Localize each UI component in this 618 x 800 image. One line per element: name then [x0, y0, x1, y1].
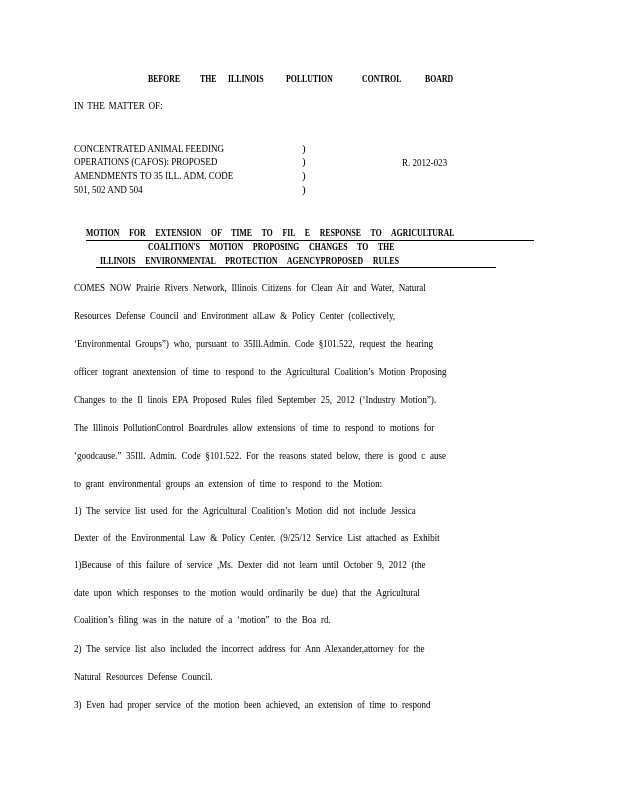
body-line-7: ‘goodcause.” 35Ill. Admin. Code §101.522. For the reasons stated below, there is good c ause [74, 450, 447, 462]
caption-line-4: 501, 502 AND 504 [74, 184, 143, 196]
header-word-illinois: ILLINOIS [228, 74, 264, 85]
case-number: R. 2012-023 [402, 157, 448, 169]
header-word-before: BEFORE [148, 74, 181, 85]
body-line-14: 2) The service list also included the incorrect address for Ann Alexander,attorney for the [74, 643, 425, 655]
header-word-pollution: POLLUTION [286, 74, 333, 85]
body-line-4: officer togrant anextension of time to respond to the Agricultural Coalition’s Motion Proposing [74, 366, 447, 378]
body-line-2: Resources Defense Council and Environment alLaw & Policy Center (collectively, [74, 310, 396, 322]
body-line-9: 1) The service list used for the Agricultural Coalition’s Motion did not include Jessica [74, 505, 416, 517]
body-line-12: date upon which responses to the motion would ordinarily be due) that the Agricultural [74, 587, 420, 599]
body-line-6: The Illinois PollutionControl Boardrules allow extensions of time to respond to motions for [74, 422, 435, 434]
caption-paren-2: ) [302, 156, 306, 168]
body-line-3: ‘Environmental Groups”) who, pursuant to 35Ill.Admin. Code §101.522, request the hearing [74, 338, 434, 350]
motion-title-line-1: MOTION FOR EXTENSION OF TIME TO FIL E RESPONSE TO AGRICULTURAL [86, 228, 455, 239]
in-the-matter: IN THE MATTER OF: [74, 100, 163, 112]
body-line-1: COMES NOW Prairie Rivers Network, Illinois Citizens for Clean Air and Water, Natural [74, 282, 426, 294]
body-line-8: to grant environmental groups an extension of time to respond to the Motion: [74, 478, 383, 490]
body-line-16: 3) Even had proper service of the motion been achieved, an extension of time to respond [74, 699, 431, 711]
header-word-board: BOARD [425, 74, 454, 85]
caption-paren-4: ) [302, 184, 306, 196]
caption-paren-3: ) [302, 170, 306, 182]
caption-paren-1: ) [302, 143, 306, 155]
body-line-10: Dexter of the Environmental Law & Policy Center. (9/25/12 Service List attached as Exhibit [74, 532, 440, 544]
header-word-control: CONTROL [362, 74, 402, 85]
caption-line-3: AMENDMENTS TO 35 ILL. ADM. CODE [74, 170, 234, 182]
body-line-11: 1)Because of this failure of service ,Ms. Dexter did not learn until October 9, 2012 (the [74, 559, 426, 571]
body-line-13: Coalition’s filing was in the nature of a ‘motion” to the Boa rd. [74, 614, 331, 626]
motion-title-underline [96, 267, 496, 268]
motion-title-line-2: COALITION'S MOTION PROPOSING CHANGES TO THE [148, 242, 395, 253]
motion-title-rule [86, 240, 534, 241]
body-line-5: Changes to the Il linois EPA Proposed Rules filed September 25, 2012 (‘Industry Motion”). [74, 394, 437, 406]
caption-line-2: OPERATIONS (CAFOS): PROPOSED [74, 156, 218, 168]
body-line-15: Natural Resources Defense Council. [74, 671, 213, 683]
header-word-the: THE [200, 74, 217, 85]
motion-title-line-3: ILLINOIS ENVIRONMENTAL PROTECTION AGENCYPROPOSED RULES [100, 256, 399, 267]
caption-line-1: CONCENTRATED ANIMAL FEEDING [74, 143, 224, 155]
